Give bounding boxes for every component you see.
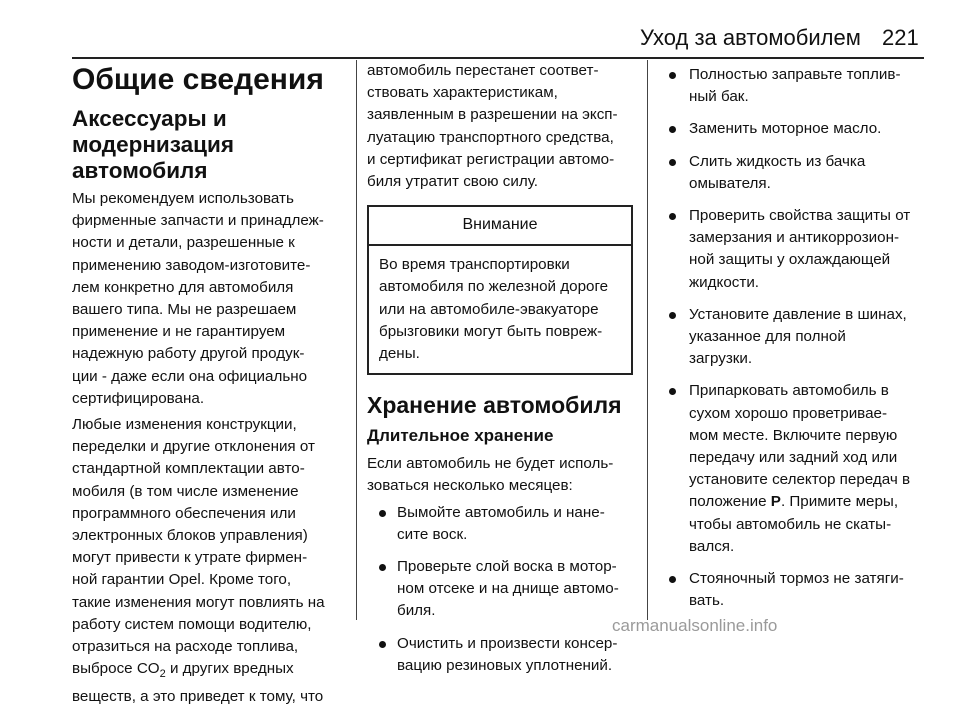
paragraph-storage-intro: Если автомобиль не будет исполь- зоваться несколько месяцев:: [367, 455, 614, 495]
co2-subscript: 2: [159, 668, 166, 681]
column-1: [72, 60, 352, 712]
page-number: 221: [882, 25, 919, 50]
column-divider-1: [356, 60, 357, 620]
notice-title: Внимание: [369, 207, 631, 246]
subsection-title-long-term: Длительное хранение: [367, 426, 554, 446]
bullet-icon: [669, 159, 676, 166]
section-title-general: Общие сведения: [72, 63, 324, 96]
watermark: carmanualsonline.info: [612, 616, 778, 635]
list-item: [367, 502, 643, 546]
warning-notice-box: [367, 205, 633, 375]
bullet-icon: [669, 72, 676, 79]
storage-bullet-list-2: [663, 64, 929, 612]
paragraph-modifications-text-end: и других вредных веществ, а это приведет к тому, что: [72, 660, 324, 705]
list-item: [663, 64, 929, 108]
paragraph-recommendation: Мы рекомендуем использовать фирменные запчасти и принадлеж- ности и детали, разрешенные к применению заводом-изготовите- лем конкретно для автомобиля вашего типа. Мы не разрешаем применение и не гарантируем надежную работу другой продук- ции - даже если она официально сертифицирована.: [72, 190, 324, 407]
column-3: [663, 64, 929, 622]
bullet-icon: [669, 388, 676, 395]
list-item-text: Проверить свойства защиты от замерзания и антикоррозион- ной защиты у охлаждающей жидкости.: [689, 207, 911, 291]
column-divider-2: [647, 60, 648, 620]
list-item-text: Заменить моторное масло.: [689, 120, 882, 138]
storage-bullet-list-1: [367, 502, 643, 677]
list-item: [663, 205, 929, 294]
header-divider: [72, 57, 924, 59]
subsection-title-accessories: Аксессуары и модернизация автомобиля: [72, 106, 234, 183]
section-title-storage: Хранение автомобиля: [367, 392, 622, 419]
list-item-text-end: . Примите меры, чтобы автомобиль не скаты- вался.: [689, 493, 899, 555]
list-item-text: Стояночный тормоз не затяги- вать.: [689, 570, 904, 610]
list-item: [663, 151, 929, 195]
bullet-icon: [379, 510, 386, 517]
paragraph-modifications-text: Любые изменения конструкции, переделки и другие отклонения от стандартной комплектации авто- мобиля (в том числе изменение программного обеспечения или электронных блоков управления) могут привести к утрате фирмен- ной гарантии Opel. Кроме того, такие изменения могут повлиять на работу систем помощи водителю, отразиться на расходе топлива, выбросе CO: [72, 416, 325, 678]
list-item-text: Слить жидкость из бачка омывателя.: [689, 152, 866, 192]
bullet-icon: [669, 312, 676, 319]
page-header-title: Уход за автомобилем: [640, 25, 861, 50]
bullet-icon: [379, 564, 386, 571]
bullet-icon: [669, 213, 676, 220]
column-2: [367, 60, 643, 687]
bullet-icon: [669, 126, 676, 133]
paragraph-modifications: [72, 414, 352, 708]
list-item-text: Установите давление в шинах, указанное для полной загрузки.: [689, 305, 907, 368]
gear-position-p: P: [770, 493, 781, 511]
list-item: [663, 118, 929, 140]
list-item: [367, 556, 643, 623]
list-item-text: Очистить и произвести консер- вацию резиновых уплотнений.: [397, 634, 618, 674]
bullet-icon: [669, 576, 676, 583]
list-item: [663, 304, 929, 371]
list-item: [663, 380, 929, 558]
list-item-text: Полностью заправьте топлив- ный бак.: [689, 66, 901, 106]
list-item-text: Проверьте слой воска в мотор- ном отсеке и на днище автомо- биля.: [397, 558, 619, 620]
list-item-text: Припарковать автомобиль в сухом хорошо проветривае- мом месте. Включите первую передачу или задний ход или установите селектор передач в положение: [689, 382, 911, 511]
paragraph-continuation: автомобиль перестанет соответ- ствовать характеристикам, заявленным в разрешении на эксп- луатацию транспортного средства, и сертификат регистрации автомо- биля утратит свою силу.: [367, 62, 618, 191]
list-item: [663, 568, 929, 612]
list-item: [367, 633, 643, 677]
list-item-text: Вымойте автомобиль и нане- сите воск.: [397, 503, 605, 543]
notice-body: Во время транспортировки автомобиля по железной дороге или на автомобиле-эвакуаторе брызговики могут быть повреж- дены.: [379, 256, 609, 363]
